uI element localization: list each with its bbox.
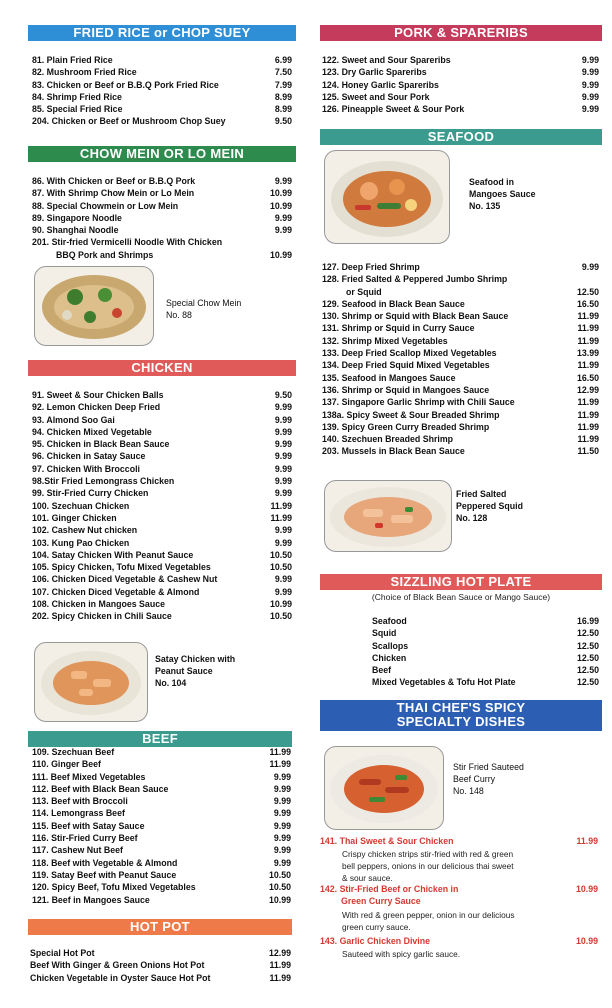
item-name: 119. Satay Beef with Peanut Sauce — [32, 869, 177, 880]
menu-row — [32, 92, 292, 104]
menu-row — [322, 92, 599, 104]
menu-row — [32, 476, 292, 488]
item-price: 11.99 — [577, 409, 599, 420]
peppered-squid-photo — [324, 480, 452, 552]
item-price: 13.99 — [576, 348, 599, 359]
item-price: 9.99 — [274, 176, 292, 186]
menu-row — [32, 402, 292, 414]
menu-row — [322, 323, 599, 335]
menu-row — [32, 116, 292, 128]
item-price: 11.99 — [269, 960, 291, 971]
hot-pot-header: HOT POT — [28, 919, 292, 935]
item-price: 9.99 — [274, 426, 292, 437]
menu-row — [32, 525, 292, 537]
chicken-list — [32, 390, 292, 624]
item-price: 9.99 — [274, 476, 292, 487]
beef-curry-photo — [324, 746, 444, 830]
item-price: 12.99 — [268, 948, 291, 958]
menu-row — [372, 616, 599, 628]
menu-row — [322, 410, 599, 422]
item-name: 126. Pineapple Sweet & Sour Pork — [322, 104, 465, 115]
menu-row — [322, 348, 599, 360]
sizzling-list — [372, 616, 599, 690]
beef-curry-caption: Stir Fried Sauteed Beef Curry No. 148 — [453, 762, 524, 796]
item-price: 9.99 — [581, 79, 599, 90]
item-name: 115. Beef with Satay Sauce — [32, 820, 145, 831]
item-price: 12.50 — [576, 628, 599, 639]
item-price: 10.50 — [269, 562, 292, 573]
menu-row — [322, 385, 599, 397]
menu-row — [372, 628, 599, 640]
menu-row — [32, 188, 292, 200]
item-name: Chicken — [372, 652, 407, 663]
item-price: 9.50 — [274, 390, 292, 400]
menu-row — [372, 677, 599, 689]
item-price: 11.99 — [577, 434, 599, 445]
item-name: 140. Szechuen Breaded Shrimp — [322, 434, 454, 445]
item-name: Squid — [372, 628, 397, 639]
thai-item-142-title: 142. Stir-Fried Beef or Chicken in — [320, 884, 459, 894]
thai-item-142-price: 10.99 — [575, 884, 598, 894]
item-name: 89. Singapore Noodle — [32, 212, 122, 223]
item-price: 11.99 — [577, 397, 599, 408]
item-price: 9.99 — [274, 402, 292, 413]
item-name: 127. Deep Fried Shrimp — [322, 262, 420, 272]
menu-row — [32, 895, 291, 907]
menu-row — [32, 599, 292, 611]
item-name: 135. Seafood in Mangoes Sauce — [322, 372, 456, 383]
item-price: 11.99 — [577, 421, 599, 432]
thai-item-141-title: 141. Thai Sweet & Sour Chicken — [320, 836, 454, 846]
item-name: 83. Chicken or Beef or B.B.Q Pork Fried Rice — [32, 79, 219, 90]
menu-row — [322, 336, 599, 348]
seafood-list — [322, 262, 599, 459]
fried-rice-header: FRIED RICE or CHOP SUEY — [28, 25, 296, 41]
item-name: 81. Plain Fried Rice — [32, 55, 113, 65]
item-name: Scallops — [372, 640, 409, 651]
item-name: BBQ Pork and Shrimps — [56, 249, 154, 260]
item-name: 102. Cashew Nut chicken — [32, 525, 138, 536]
item-name: 139. Spicy Green Curry Breaded Shrimp — [322, 421, 490, 432]
item-name: 112. Beef with Black Bean Sauce — [32, 783, 169, 794]
menu-row — [32, 237, 292, 249]
thai-item-143-title: 143. Garlic Chicken Divine — [320, 936, 431, 946]
menu-row — [32, 870, 291, 882]
item-name: 121. Beef in Mangoes Sauce — [32, 894, 150, 905]
thai-item-143-desc: Sauteed with spicy garlic sauce. — [342, 949, 461, 959]
item-name: Mixed Vegetables & Tofu Hot Plate — [372, 677, 516, 688]
item-name: 84. Shrimp Fried Rice — [32, 91, 122, 102]
menu-row — [372, 641, 599, 653]
item-name: 123. Dry Garlic Spareribs — [322, 67, 427, 78]
pork-list — [322, 55, 599, 116]
item-price: 9.99 — [274, 488, 292, 499]
menu-row — [32, 574, 292, 586]
item-name: 133. Deep Fried Scallop Mixed Vegetables — [322, 348, 497, 359]
menu-row — [32, 611, 292, 623]
item-price: 12.99 — [576, 384, 599, 395]
item-name: 98.Stir Fried Lemongrass Chicken — [32, 476, 175, 487]
item-price: 7.50 — [274, 67, 292, 78]
menu-row — [32, 67, 292, 79]
menu-row — [32, 250, 292, 262]
item-price: 9.99 — [274, 212, 292, 223]
item-name: 87. With Shrimp Chow Mein or Lo Mein — [32, 188, 195, 199]
item-price: 12.50 — [576, 640, 599, 651]
menu-row — [32, 176, 292, 188]
item-name: 96. Chicken in Satay Sauce — [32, 451, 146, 462]
menu-row — [32, 427, 292, 439]
item-price: 9.99 — [273, 820, 291, 831]
seafood-header: SEAFOOD — [320, 129, 602, 145]
item-name: 120. Spicy Beef, Tofu Mixed Vegetables — [32, 882, 196, 893]
item-price: 8.99 — [274, 91, 292, 102]
menu-row — [372, 653, 599, 665]
item-name: 100. Szechuan Chicken — [32, 500, 130, 511]
item-name: Chicken Vegetable in Oyster Sauce Hot Pot — [30, 972, 211, 983]
menu-row — [32, 550, 292, 562]
menu-row — [32, 538, 292, 550]
menu-row — [322, 67, 599, 79]
menu-row — [32, 833, 291, 845]
menu-row — [32, 845, 291, 857]
item-price: 11.99 — [577, 360, 599, 371]
item-price: 11.99 — [577, 335, 599, 346]
satay-chicken-photo — [34, 642, 148, 722]
item-price: 11.99 — [269, 759, 291, 770]
menu-row — [32, 882, 291, 894]
item-price: 12.50 — [576, 286, 599, 297]
item-price: 9.99 — [581, 262, 599, 272]
menu-row — [322, 311, 599, 323]
menu-row — [32, 747, 291, 759]
item-name: 113. Beef with Broccoli — [32, 796, 128, 807]
item-price: 7.99 — [274, 79, 292, 90]
menu-row — [322, 360, 599, 372]
sizzling-header: SIZZLING HOT PLATE — [320, 574, 602, 590]
thai-item-141-desc: Crispy chicken strips stir-fried with red & green bell peppers, onions in our delicious thai sweet & sour sauce. — [342, 849, 514, 883]
item-name: 105. Spicy Chicken, Tofu Mixed Vegetables — [32, 562, 211, 573]
satay-chicken-caption: Satay Chicken with Peanut Sauce No. 104 — [155, 654, 236, 688]
item-price: 9.99 — [274, 574, 292, 585]
item-name: 203. Mussels in Black Bean Sauce — [322, 446, 465, 457]
item-price: 9.99 — [581, 104, 599, 115]
item-name: 104. Satay Chicken With Peanut Sauce — [32, 549, 194, 560]
item-name: 88. Special Chowmein or Low Mein — [32, 200, 179, 211]
item-price: 10.99 — [269, 599, 292, 610]
item-price: 9.99 — [274, 451, 292, 462]
item-name: 204. Chicken or Beef or Mushroom Chop Suey — [32, 116, 226, 127]
item-name: 99. Stir-Fried Curry Chicken — [32, 488, 149, 499]
menu-row — [32, 784, 291, 796]
item-name: 86. With Chicken or Beef or B.B.Q Pork — [32, 176, 196, 186]
item-price: 10.99 — [269, 200, 292, 211]
item-price: 9.99 — [274, 525, 292, 536]
item-name: 134. Deep Fried Squid Mixed Vegetables — [322, 360, 490, 371]
item-name: or Squid — [346, 286, 382, 297]
thai-header-line1: THAI CHEF'S SPICY — [396, 700, 526, 715]
item-name: 95. Chicken in Black Bean Sauce — [32, 439, 170, 450]
menu-row — [32, 439, 292, 451]
item-price: 11.99 — [270, 500, 292, 511]
menu-row — [372, 665, 599, 677]
item-name: 107. Chicken Diced Vegetable & Almond — [32, 586, 200, 597]
menu-row — [32, 488, 292, 500]
menu-row — [32, 80, 292, 92]
item-price: 11.99 — [577, 323, 599, 334]
item-name: Beef With Ginger & Green Onions Hot Pot — [30, 960, 205, 971]
item-name: 117. Cashew Nut Beef — [32, 845, 123, 856]
menu-row — [32, 390, 292, 402]
peppered-squid-caption: Fried Salted Peppered Squid No. 128 — [456, 489, 523, 523]
item-name: 114. Lemongrass Beef — [32, 808, 125, 819]
item-price: 9.99 — [273, 857, 291, 868]
item-name: 90. Shanghai Noodle — [32, 225, 119, 236]
item-price: 9.99 — [273, 796, 291, 807]
menu-row — [32, 213, 292, 225]
menu-row — [32, 562, 292, 574]
menu-row — [30, 960, 291, 972]
menu-row — [32, 513, 292, 525]
seafood-mangoes-caption: Seafood in Mangoes Sauce No. 135 — [469, 177, 536, 211]
menu-row — [32, 415, 292, 427]
item-name: 110. Ginger Beef — [32, 759, 101, 770]
item-price: 10.99 — [269, 249, 292, 260]
menu-row — [32, 808, 291, 820]
item-price: 9.99 — [273, 783, 291, 794]
item-name: 92. Lemon Chicken Deep Fried — [32, 402, 161, 413]
menu-row — [322, 55, 599, 67]
item-name: 201. Stir-fried Vermicelli Noodle With Chicken — [32, 237, 223, 248]
item-name: 136. Shrimp or Squid in Mangoes Sauce — [322, 384, 490, 395]
item-price: 9.99 — [273, 808, 291, 819]
item-price: 9.99 — [273, 845, 291, 856]
item-price: 9.99 — [274, 439, 292, 450]
item-price: 9.50 — [274, 116, 292, 127]
item-name: 131. Shrimp or Squid in Curry Sauce — [322, 323, 475, 334]
menu-row — [322, 287, 599, 299]
menu-row — [322, 80, 599, 92]
chicken-header: CHICKEN — [28, 360, 296, 376]
menu-row — [322, 274, 599, 286]
beef-list — [32, 747, 291, 907]
item-name: 128. Fried Salted & Peppered Jumbo Shrimp — [322, 274, 508, 285]
item-price: 6.99 — [274, 55, 292, 65]
menu-row — [32, 464, 292, 476]
menu-row — [32, 858, 291, 870]
item-name: 85. Special Fried Rice — [32, 104, 123, 115]
fried-rice-list — [32, 55, 292, 129]
thai-item-143-price: 10.99 — [575, 936, 598, 946]
menu-row — [32, 225, 292, 237]
item-name: 202. Spicy Chicken in Chili Sauce — [32, 611, 172, 622]
item-name: Special Hot Pot — [30, 948, 95, 958]
menu-row — [322, 422, 599, 434]
item-price: 10.50 — [268, 869, 291, 880]
menu-row — [322, 446, 599, 458]
item-price: 9.99 — [274, 463, 292, 474]
item-name: 125. Sweet and Sour Pork — [322, 91, 430, 102]
item-price: 9.99 — [273, 771, 291, 782]
item-name: 109. Szechuan Beef — [32, 747, 115, 757]
item-name: 97. Chicken With Broccoli — [32, 463, 140, 474]
sizzling-subtitle: (Choice of Black Bean Sauce or Mango Sauce) — [371, 592, 551, 602]
item-price: 10.50 — [268, 882, 291, 893]
item-name: 116. Stir-Fried Curry Beef — [32, 833, 138, 844]
menu-row — [32, 201, 292, 213]
chow-mein-list — [32, 176, 292, 262]
menu-row — [32, 587, 292, 599]
item-price: 9.99 — [274, 225, 292, 236]
menu-row — [32, 104, 292, 116]
menu-row — [30, 973, 291, 985]
item-name: Beef — [372, 665, 392, 676]
item-price: 11.99 — [269, 972, 291, 983]
item-price: 16.50 — [576, 372, 599, 383]
item-price: 11.99 — [269, 747, 291, 757]
special-chow-mein-caption: Special Chow Mein No. 88 — [166, 298, 242, 320]
item-name: 82. Mushroom Fried Rice — [32, 67, 137, 78]
item-price: 10.99 — [268, 894, 291, 905]
item-name: 108. Chicken in Mangoes Sauce — [32, 599, 165, 610]
item-price: 9.99 — [581, 67, 599, 78]
item-name: 138a. Spicy Sweet & Sour Breaded Shrimp — [322, 409, 500, 420]
thai-item-142-title-2: Green Curry Sauce — [341, 896, 421, 906]
item-name: 106. Chicken Diced Vegetable & Cashew Nut — [32, 574, 218, 585]
menu-row — [322, 397, 599, 409]
menu-row — [322, 299, 599, 311]
item-name: 137. Singapore Garlic Shrimp with Chili Sauce — [322, 397, 515, 408]
item-name: 111. Beef Mixed Vegetables — [32, 771, 146, 782]
chow-mein-header: CHOW MEIN OR LO MEIN — [28, 146, 296, 162]
item-price: 16.50 — [576, 298, 599, 309]
item-price: 9.99 — [274, 414, 292, 425]
item-price: 11.99 — [270, 512, 292, 523]
item-price: 11.50 — [577, 446, 599, 457]
item-name: 124. Honey Garlic Spareribs — [322, 79, 439, 90]
item-name: 129. Seafood in Black Bean Sauce — [322, 298, 465, 309]
item-name: 101. Ginger Chicken — [32, 512, 117, 523]
thai-item-142-desc: With red & green pepper, onion in our delicious green curry sauce. — [342, 910, 515, 932]
thai-header — [320, 700, 602, 731]
item-price: 16.99 — [576, 616, 599, 626]
item-price: 9.99 — [274, 537, 292, 548]
menu-row — [32, 451, 292, 463]
thai-item-141-price: 11.99 — [576, 836, 598, 846]
item-price: 9.99 — [274, 586, 292, 597]
menu-row — [30, 948, 291, 960]
item-price: 12.50 — [576, 677, 599, 688]
menu-row — [32, 55, 292, 67]
thai-header-line2: SPECIALTY DISHES — [396, 714, 526, 729]
menu-row — [322, 373, 599, 385]
item-name: 94. Chicken Mixed Vegetable — [32, 426, 152, 437]
item-price: 12.50 — [576, 665, 599, 676]
item-price: 9.99 — [273, 833, 291, 844]
item-price: 11.99 — [577, 311, 599, 322]
item-name: 130. Shrimp or Squid with Black Bean Sauce — [322, 311, 509, 322]
item-price: 10.50 — [269, 611, 292, 622]
item-price: 10.99 — [269, 188, 292, 199]
item-price: 9.99 — [581, 55, 599, 65]
item-name: 93. Almond Soo Gai — [32, 414, 115, 425]
menu-row — [32, 501, 292, 513]
menu-row — [32, 821, 291, 833]
item-name: 91. Sweet & Sour Chicken Balls — [32, 390, 164, 400]
item-name: 103. Kung Pao Chicken — [32, 537, 130, 548]
item-name: 132. Shrimp Mixed Vegetables — [322, 335, 448, 346]
pork-header: PORK & SPARERIBS — [320, 25, 602, 41]
item-price: 10.50 — [269, 549, 292, 560]
special-chow-mein-photo — [34, 266, 154, 346]
item-price: 12.50 — [576, 652, 599, 663]
hot-pot-list — [30, 948, 291, 985]
item-price: 9.99 — [581, 91, 599, 102]
item-name: Seafood — [372, 616, 407, 626]
menu-row — [32, 796, 291, 808]
menu-row — [32, 772, 291, 784]
item-name: 122. Sweet and Sour Spareribs — [322, 55, 451, 65]
menu-row — [322, 434, 599, 446]
item-price: 8.99 — [274, 104, 292, 115]
menu-row — [322, 104, 599, 116]
seafood-mangoes-photo — [324, 150, 450, 244]
menu-row — [322, 262, 599, 274]
menu-row — [32, 759, 291, 771]
beef-header: BEEF — [28, 731, 292, 747]
item-name: 118. Beef with Vegetable & Almond — [32, 857, 178, 868]
